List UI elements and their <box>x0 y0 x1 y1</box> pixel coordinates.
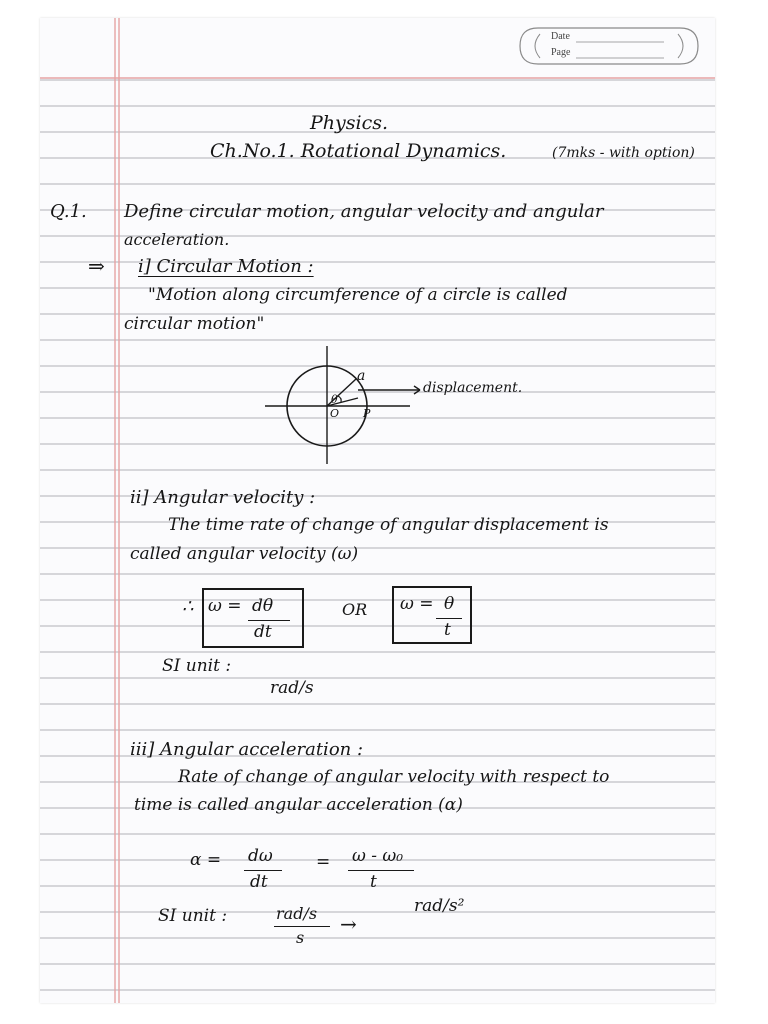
formula2-fraction-bar <box>436 618 462 619</box>
stamp-scroll-icon <box>514 24 704 68</box>
circular-motion-diagram <box>260 346 500 466</box>
chapter-title: Ch.No.1. Rotational Dynamics. <box>210 140 507 162</box>
formula1-lhs: ω = <box>208 596 242 616</box>
angular-velocity-def-1: The time rate of change of angular displacement is <box>168 515 609 535</box>
si-result: rad/s² <box>414 896 465 916</box>
si-fraction-bar <box>274 926 330 927</box>
question-number: Q.1. <box>50 201 87 222</box>
notebook-page <box>40 18 715 1003</box>
diagram-label-displacement: displacement. <box>423 380 523 396</box>
therefore-symbol: ∴ <box>182 596 194 617</box>
diagram-label-p: P <box>363 407 371 420</box>
angular-velocity-def-2: called angular velocity (ω) <box>130 544 359 564</box>
alpha-numerator: dω <box>248 846 273 866</box>
angular-acceleration-def-2: time is called angular acceleration (α) <box>134 795 463 815</box>
angular-acceleration-si-label: SI unit : <box>158 906 228 926</box>
formula1-numerator: dθ <box>252 596 274 616</box>
diagram-label-theta: θ <box>331 393 338 406</box>
diagram-label-a: a <box>357 368 366 384</box>
circular-motion-heading: i] Circular Motion : <box>138 256 314 277</box>
date-label: Date <box>551 31 570 42</box>
si-arrow-icon: → <box>340 912 357 936</box>
formula1-fraction-bar <box>248 620 290 621</box>
answer-arrow-icon: ⇒ <box>88 254 105 278</box>
alpha-denominator: dt <box>250 872 268 892</box>
alpha-rhs-numerator: ω - ω₀ <box>352 846 404 866</box>
alpha-rhs-fraction-bar <box>348 870 414 871</box>
question-line-2: acceleration. <box>124 230 230 249</box>
circular-motion-def-1: "Motion along circumference of a circle is called <box>148 285 568 305</box>
angular-velocity-heading: ii] Angular velocity : <box>130 487 316 508</box>
si-fraction-numerator: rad/s <box>276 904 318 923</box>
page-label: Page <box>551 47 571 58</box>
formula1-denominator: dt <box>254 622 272 642</box>
si-fraction-denominator: s <box>296 928 305 947</box>
alpha-equals: = <box>316 852 331 872</box>
marks-note: (7mks - with option) <box>552 145 695 161</box>
alpha-fraction-bar <box>244 870 282 871</box>
angular-velocity-si-value: rad/s <box>270 678 314 698</box>
formula2-numerator: θ <box>444 594 455 614</box>
question-line-1: Define circular motion, angular velocity and angular <box>124 201 604 222</box>
alpha-rhs-denominator: t <box>370 872 377 892</box>
circular-motion-def-2: circular motion" <box>124 314 265 334</box>
subject-title: Physics. <box>310 112 389 134</box>
formula2-denominator: t <box>444 620 451 640</box>
formula2-lhs: ω = <box>400 594 434 614</box>
formula-box-2 <box>392 586 472 644</box>
alpha-lhs: α = <box>190 850 222 870</box>
or-label: OR <box>342 600 368 619</box>
angular-acceleration-def-1: Rate of change of angular velocity with respect to <box>178 767 610 787</box>
angular-acceleration-heading: iii] Angular acceleration : <box>130 739 364 760</box>
formula-box-1 <box>202 588 304 648</box>
angular-velocity-si-label: SI unit : <box>162 656 232 676</box>
date-page-stamp <box>514 24 704 68</box>
diagram-label-o: O <box>330 407 340 420</box>
